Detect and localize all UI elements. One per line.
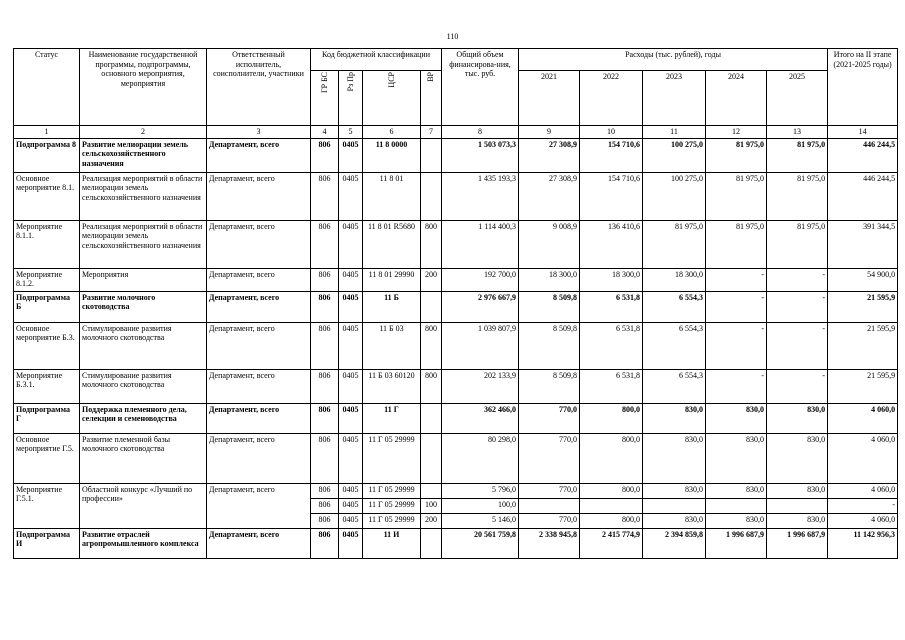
cell-vr: [421, 433, 442, 483]
cell-stage: 4 060,0: [828, 483, 898, 498]
cell-y2025: -: [767, 291, 828, 322]
cell-y2024: 830,0: [706, 513, 767, 528]
cell-vr: 200: [421, 513, 442, 528]
header-year: 2024: [706, 71, 767, 126]
cell-status: Мероприятие 8.1.2.: [14, 268, 80, 291]
cell-stage: 446 244,5: [828, 172, 898, 220]
cell-y2022: 154 710,6: [580, 138, 643, 172]
cell-y2021: 770,0: [519, 403, 580, 433]
cell-total: 192 700,0: [442, 268, 519, 291]
cell-y2025: 1 996 687,9: [767, 528, 828, 558]
cell-csr: 11 8 01: [363, 172, 421, 220]
cell-y2021: 770,0: [519, 433, 580, 483]
cell-stage: -: [828, 498, 898, 513]
cell-y2021: 9 008,9: [519, 220, 580, 268]
cell-stage: 11 142 956,3: [828, 528, 898, 558]
cell-total: 362 466,0: [442, 403, 519, 433]
cell-y2023: 6 554,3: [643, 369, 706, 403]
cell-y2021: 18 300,0: [519, 268, 580, 291]
cell-total: 2 976 667,9: [442, 291, 519, 322]
cell-stage: 446 244,5: [828, 138, 898, 172]
cell-vr: [421, 291, 442, 322]
cell-vr: [421, 483, 442, 498]
cell-status: Основное мероприятие 8.1.: [14, 172, 80, 220]
cell-y2023: 830,0: [643, 403, 706, 433]
cell-rzpr: 0405: [339, 528, 363, 558]
cell-stage: 54 900,0: [828, 268, 898, 291]
cell-y2024: 1 996 687,9: [706, 528, 767, 558]
cell-y2022: 800,0: [580, 433, 643, 483]
cell-executor: Департамент, всего: [207, 322, 311, 369]
cell-y2024: -: [706, 322, 767, 369]
cell-total: 80 298,0: [442, 433, 519, 483]
cell-rzpr: 0405: [339, 369, 363, 403]
header-grbs: ГР БС: [319, 72, 329, 93]
cell-rzpr: 0405: [339, 403, 363, 433]
cell-y2021: 8 509,8: [519, 369, 580, 403]
cell-y2024: 830,0: [706, 433, 767, 483]
cell-rzpr: 0405: [339, 513, 363, 528]
cell-y2021: 27 308,9: [519, 172, 580, 220]
cell-csr: 11 Б: [363, 291, 421, 322]
cell-y2025: 830,0: [767, 433, 828, 483]
cell-y2024: 830,0: [706, 403, 767, 433]
cell-grbs: 806: [311, 498, 339, 513]
header-status: Статус: [14, 49, 80, 126]
cell-name: Поддержка племенного дела, селекции и семеноводства: [80, 403, 207, 433]
cell-csr: 11 8 0000: [363, 138, 421, 172]
cell-y2023: 830,0: [643, 483, 706, 498]
cell-executor: Департамент, всего: [207, 291, 311, 322]
cell-total: 20 561 759,8: [442, 528, 519, 558]
cell-grbs: 806: [311, 172, 339, 220]
cell-y2024: 81 975,0: [706, 220, 767, 268]
cell-executor: Департамент, всего: [207, 483, 311, 528]
cell-y2022: 6 531,8: [580, 291, 643, 322]
cell-y2023: [643, 498, 706, 513]
cell-csr: 11 И: [363, 528, 421, 558]
table-row: [14, 220, 898, 268]
cell-y2024: -: [706, 268, 767, 291]
table-row: [14, 369, 898, 403]
column-number: 4: [311, 126, 339, 139]
cell-y2022: [580, 498, 643, 513]
header-executor: Ответственный исполнитель, соисполнители, участники: [207, 49, 311, 126]
cell-y2025: -: [767, 322, 828, 369]
cell-total: 1 039 807,9: [442, 322, 519, 369]
cell-y2023: 830,0: [643, 513, 706, 528]
column-number: 9: [519, 126, 580, 139]
cell-y2025: 830,0: [767, 403, 828, 433]
cell-stage: 4 060,0: [828, 513, 898, 528]
cell-rzpr: 0405: [339, 322, 363, 369]
table-row: [14, 528, 898, 558]
cell-rzpr: 0405: [339, 483, 363, 498]
cell-y2025: -: [767, 369, 828, 403]
header-rzpr: Рз Пр: [345, 72, 355, 92]
cell-grbs: 806: [311, 220, 339, 268]
page-number: 110: [446, 32, 459, 41]
cell-name: Развитие отраслей агропромышленного комплекса: [80, 528, 207, 558]
cell-stage: 4 060,0: [828, 433, 898, 483]
cell-total: 100,0: [442, 498, 519, 513]
cell-total: 202 133,9: [442, 369, 519, 403]
cell-vr: [421, 403, 442, 433]
cell-y2022: 6 531,8: [580, 369, 643, 403]
cell-y2025: 830,0: [767, 483, 828, 498]
cell-y2022: 800,0: [580, 513, 643, 528]
column-number: 8: [442, 126, 519, 139]
cell-y2022: 800,0: [580, 483, 643, 498]
cell-executor: Департамент, всего: [207, 369, 311, 403]
column-number: 1: [14, 126, 80, 139]
cell-total: 5 146,0: [442, 513, 519, 528]
cell-vr: 200: [421, 268, 442, 291]
table-row: [14, 291, 898, 322]
column-number: 10: [580, 126, 643, 139]
column-number: 7: [421, 126, 442, 139]
cell-name: Стимулирование развития молочного скотоводства: [80, 322, 207, 369]
cell-y2023: 830,0: [643, 433, 706, 483]
header-year: 2021: [519, 71, 580, 126]
table-row: [14, 403, 898, 433]
cell-y2021: 8 509,8: [519, 322, 580, 369]
budget-table: [13, 48, 898, 559]
cell-csr: 11 Б 03: [363, 322, 421, 369]
cell-y2021: 2 338 945,8: [519, 528, 580, 558]
cell-vr: [421, 528, 442, 558]
cell-status: Подпрограмма И: [14, 528, 80, 558]
cell-y2021: 770,0: [519, 513, 580, 528]
header-name: Наименование государственной программы, подпрограммы, основного мероприятия, мероприятия: [80, 49, 207, 126]
cell-y2023: 6 554,3: [643, 291, 706, 322]
header-year: 2022: [580, 71, 643, 126]
cell-y2025: 81 975,0: [767, 138, 828, 172]
column-number: 2: [80, 126, 207, 139]
cell-csr: 11 Г 05 29999: [363, 513, 421, 528]
cell-y2023: 100 275,0: [643, 138, 706, 172]
cell-y2024: 81 975,0: [706, 138, 767, 172]
cell-stage: 21 595,9: [828, 369, 898, 403]
column-number: 12: [706, 126, 767, 139]
cell-status: Мероприятие Г.5.1.: [14, 483, 80, 528]
cell-vr: 800: [421, 220, 442, 268]
cell-grbs: 806: [311, 528, 339, 558]
cell-status: Мероприятие Б.3.1.: [14, 369, 80, 403]
cell-total: 1 435 193,3: [442, 172, 519, 220]
cell-y2023: 2 394 859,8: [643, 528, 706, 558]
cell-y2022: 18 300,0: [580, 268, 643, 291]
cell-y2022: 800,0: [580, 403, 643, 433]
cell-name: Стимулирование развития молочного скотоводства: [80, 369, 207, 403]
cell-stage: 21 595,9: [828, 322, 898, 369]
column-number: 3: [207, 126, 311, 139]
cell-stage: 21 595,9: [828, 291, 898, 322]
cell-grbs: 806: [311, 403, 339, 433]
cell-y2025: 81 975,0: [767, 172, 828, 220]
table-row: [14, 433, 898, 483]
header-year: 2023: [643, 71, 706, 126]
cell-vr: 800: [421, 369, 442, 403]
cell-total: 1 114 400,3: [442, 220, 519, 268]
cell-y2025: 81 975,0: [767, 220, 828, 268]
cell-vr: 100: [421, 498, 442, 513]
cell-y2021: 8 509,8: [519, 291, 580, 322]
cell-rzpr: 0405: [339, 433, 363, 483]
cell-total: 5 796,0: [442, 483, 519, 498]
cell-name: Развитие молочного скотоводства: [80, 291, 207, 322]
cell-executor: Департамент, всего: [207, 403, 311, 433]
cell-y2024: -: [706, 369, 767, 403]
column-number: 13: [767, 126, 828, 139]
cell-vr: [421, 172, 442, 220]
cell-executor: Департамент, всего: [207, 138, 311, 172]
cell-csr: 11 Г: [363, 403, 421, 433]
cell-csr: 11 8 01 R5680: [363, 220, 421, 268]
cell-executor: Департамент, всего: [207, 433, 311, 483]
table-row: [14, 138, 898, 172]
cell-name: Реализация мероприятий в области мелиорации земель сельскохозяйственного назначения: [80, 172, 207, 220]
cell-csr: 11 Г 05 29999: [363, 483, 421, 498]
header-year: 2025: [767, 71, 828, 126]
header-vr: ВР: [426, 72, 436, 82]
cell-grbs: 806: [311, 513, 339, 528]
cell-grbs: 806: [311, 138, 339, 172]
header-expenses: Расходы (тыс. рублей), годы: [519, 49, 828, 71]
cell-name: Областной конкурс «Лучший по профессии»: [80, 483, 207, 528]
cell-executor: Департамент, всего: [207, 528, 311, 558]
cell-csr: 11 Б 03 60120: [363, 369, 421, 403]
cell-y2025: 830,0: [767, 513, 828, 528]
table-row: [14, 483, 898, 498]
cell-executor: Департамент, всего: [207, 172, 311, 220]
cell-vr: 800: [421, 322, 442, 369]
cell-rzpr: 0405: [339, 268, 363, 291]
header-budget-code: Код бюджетной классификации: [311, 49, 442, 71]
cell-stage: 391 344,5: [828, 220, 898, 268]
cell-name: Реализация мероприятий в области мелиорации земель сельскохозяйственного назначения: [80, 220, 207, 268]
cell-executor: Департамент, всего: [207, 220, 311, 268]
column-number: 11: [643, 126, 706, 139]
header-stage-total: Итого на II этапе (2021-2025 годы): [828, 49, 898, 126]
cell-y2024: -: [706, 291, 767, 322]
cell-status: Основное мероприятие Б.3.: [14, 322, 80, 369]
cell-total: 1 503 073,3: [442, 138, 519, 172]
cell-csr: 11 8 01 29990: [363, 268, 421, 291]
cell-status: Подпрограмма Г: [14, 403, 80, 433]
cell-name: Мероприятия: [80, 268, 207, 291]
cell-csr: 11 Г 05 29999: [363, 433, 421, 483]
column-number: 14: [828, 126, 898, 139]
cell-rzpr: 0405: [339, 220, 363, 268]
column-number: 6: [363, 126, 421, 139]
cell-y2023: 81 975,0: [643, 220, 706, 268]
cell-vr: [421, 138, 442, 172]
cell-rzpr: 0405: [339, 498, 363, 513]
cell-rzpr: 0405: [339, 172, 363, 220]
cell-grbs: 806: [311, 369, 339, 403]
cell-y2024: 830,0: [706, 483, 767, 498]
cell-executor: Департамент, всего: [207, 268, 311, 291]
cell-y2024: [706, 498, 767, 513]
cell-status: Мероприятие 8.1.1.: [14, 220, 80, 268]
cell-status: Подпрограмма Б: [14, 291, 80, 322]
cell-stage: 4 060,0: [828, 403, 898, 433]
cell-status: Основное мероприятие Г.5.: [14, 433, 80, 483]
cell-y2022: 154 710,6: [580, 172, 643, 220]
cell-y2022: 6 531,8: [580, 322, 643, 369]
cell-y2025: [767, 498, 828, 513]
cell-y2022: 136 410,6: [580, 220, 643, 268]
cell-name: Развитие мелиорации земель сельскохозяйственного назначения: [80, 138, 207, 172]
cell-csr: 11 Г 05 29999: [363, 498, 421, 513]
cell-y2023: 18 300,0: [643, 268, 706, 291]
cell-grbs: 806: [311, 291, 339, 322]
cell-y2025: -: [767, 268, 828, 291]
column-number: 5: [339, 126, 363, 139]
cell-grbs: 806: [311, 483, 339, 498]
cell-name: Развитие племенной базы молочного скотоводства: [80, 433, 207, 483]
cell-y2022: 2 415 774,9: [580, 528, 643, 558]
table-row: [14, 268, 898, 291]
cell-y2021: [519, 498, 580, 513]
cell-grbs: 806: [311, 322, 339, 369]
cell-grbs: 806: [311, 268, 339, 291]
cell-y2023: 100 275,0: [643, 172, 706, 220]
cell-rzpr: 0405: [339, 138, 363, 172]
cell-y2023: 6 554,3: [643, 322, 706, 369]
cell-status: Подпрограмма 8: [14, 138, 80, 172]
header-total: Общий объем финансирова-ния, тыс. руб.: [442, 49, 519, 126]
header-csr: ЦСР: [386, 72, 396, 88]
cell-y2021: 27 308,9: [519, 138, 580, 172]
table-row: [14, 322, 898, 369]
cell-y2024: 81 975,0: [706, 172, 767, 220]
cell-rzpr: 0405: [339, 291, 363, 322]
cell-y2021: 770,0: [519, 483, 580, 498]
cell-grbs: 806: [311, 433, 339, 483]
table-row: [14, 172, 898, 220]
